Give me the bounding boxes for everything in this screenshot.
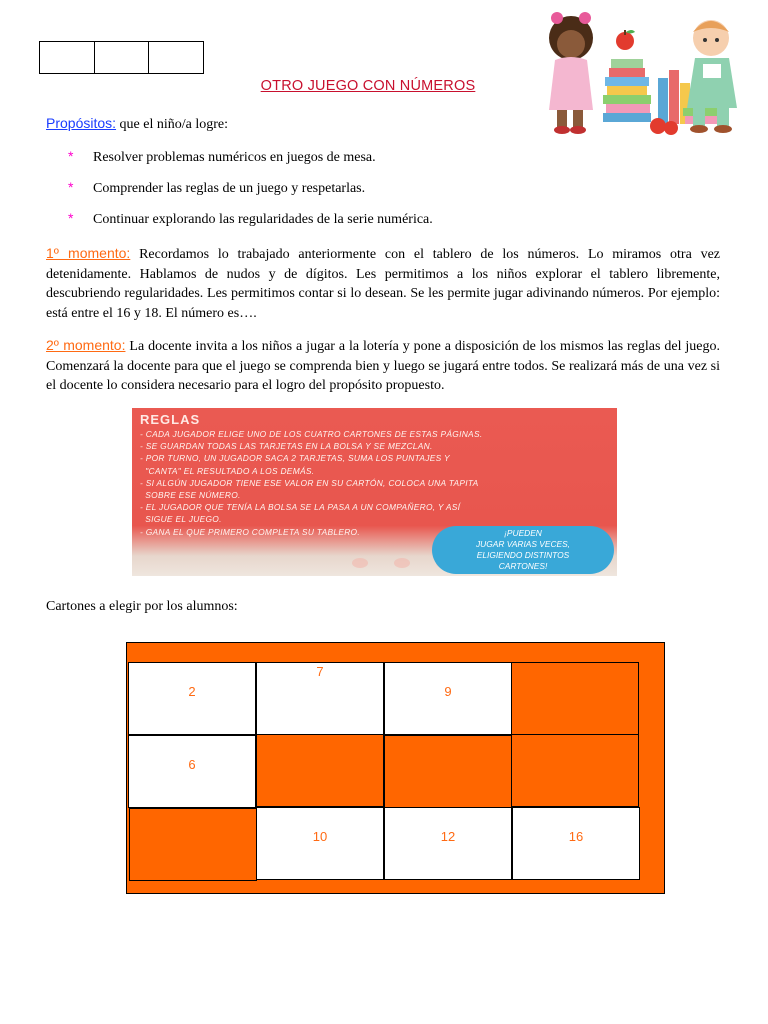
rules-line: SOBRE ESE NÚMERO. [140,490,241,501]
dot-icon [352,558,368,568]
board-cell [128,662,256,735]
rules-line: - SE GUARDAN TODAS LAS TARJETAS EN LA BOLSA Y SE MEZCLAN. [140,441,433,452]
page-title: OTRO JUEGO CON NÚMEROS [260,78,476,94]
board-cell [256,662,384,735]
rules-line: SIGUE EL JUEGO. [140,514,222,525]
rules-line: - GANA EL QUE PRIMERO COMPLETA SU TABLERO. [140,526,360,537]
dot-icon [394,558,410,568]
lottery-board [126,642,665,894]
moment-1-text: Recordamos lo trabajado anteriormente con el tablero de los números. Lo miramos otra vez detenidamente. Hablamos de nudos y de dígitos. Les permitimos a los niños explorar el tablero libremente, descubriendo regularidades. Les permitimos contar si lo desean. Se les permite jugar adivinando números. Por ejemplo: está entre el 16 y 18. El número es…. [46,247,720,321]
rules-title: REGLAS [140,412,201,427]
rules-image [132,408,617,576]
board-cell-filled [511,662,639,735]
board-cell [384,662,512,735]
moment-2-label: 2º momento: [46,337,126,353]
purposes-intro [46,114,720,135]
moment-2-paragraph [46,336,720,396]
speech-bubble [432,526,614,574]
rules-line: "CANTA" EL RESULTADO A LOS DEMÁS. [140,465,315,476]
cell-number: 10 [312,829,328,844]
rules-line: - POR TURNO, UN JUGADOR SACA 2 TARJETAS, SUMA LOS PUNTAJES Y [140,453,450,464]
rules-list [140,428,615,538]
bubble-line: CARTONES! [498,561,548,571]
cell-number: 12 [440,829,456,844]
purpose-item-text: Continuar explorando las regularidades de la serie numérica. [93,212,433,227]
cards-intro: Cartones a elegir por los alumnos: [46,599,238,614]
purposes-intro-text: que el niño/a logre: [119,117,229,132]
purpose-item [68,210,433,228]
purpose-item [68,179,365,197]
moment-1-label: 1º momento: [46,245,131,261]
board-cell [384,807,512,880]
header-box [95,42,150,73]
board-cell-filled [256,734,384,807]
bullet-star-icon: * [68,179,74,195]
cell-number: 6 [188,757,196,772]
purpose-item-text: Resolver problemas numéricos en juegos de mesa. [93,150,376,165]
cell-number: 16 [568,829,584,844]
cell-number: 2 [188,684,196,699]
bubble-line: JUGAR VARIAS VECES, [475,539,570,549]
purpose-item [68,148,376,166]
purposes-label: Propósitos: [46,115,117,131]
moment-2-text: La docente invita a los niños a jugar a la lotería y pone a disposición de los mismos las reglas del juego. Comenzará la docente para que el juego se comprenda bien y luego se jugará entre todos. Se realizará más de una vez si el docente lo considera necesario para el logro del propósito propuesto. [46,339,721,393]
cell-number: 7 [316,664,324,679]
board-cell-filled [129,808,257,881]
board-cell-filled [511,734,639,807]
bubble-line: ¡PUEDEN [504,528,542,538]
bullet-star-icon: * [68,210,74,226]
board-cell [128,735,256,808]
header-boxes [39,41,204,74]
rules-line: - EL JUGADOR QUE TENÍA LA BOLSA SE LA PASA A UN COMPAÑERO, Y ASÍ [140,502,461,513]
rules-line: - CADA JUGADOR ELIGE UNO DE LOS CUATRO CARTONES DE ESTAS PÁGINAS. [140,429,483,439]
header-box [149,42,203,73]
purpose-item-text: Comprender las reglas de un juego y respetarlas. [93,181,366,196]
bubble-line: ELIGIENDO DISTINTOS [476,550,570,560]
board-cell-filled [384,735,512,808]
rules-line: - SI ALGÚN JUGADOR TIENE ESE VALOR EN SU CARTÓN, COLOCA UNA TAPITA [140,477,479,488]
board-cell [256,807,384,880]
board-cell [512,807,640,880]
bullet-star-icon: * [68,148,74,164]
cell-number: 9 [444,684,452,699]
header-box [40,42,95,73]
moment-1-paragraph [46,244,720,323]
